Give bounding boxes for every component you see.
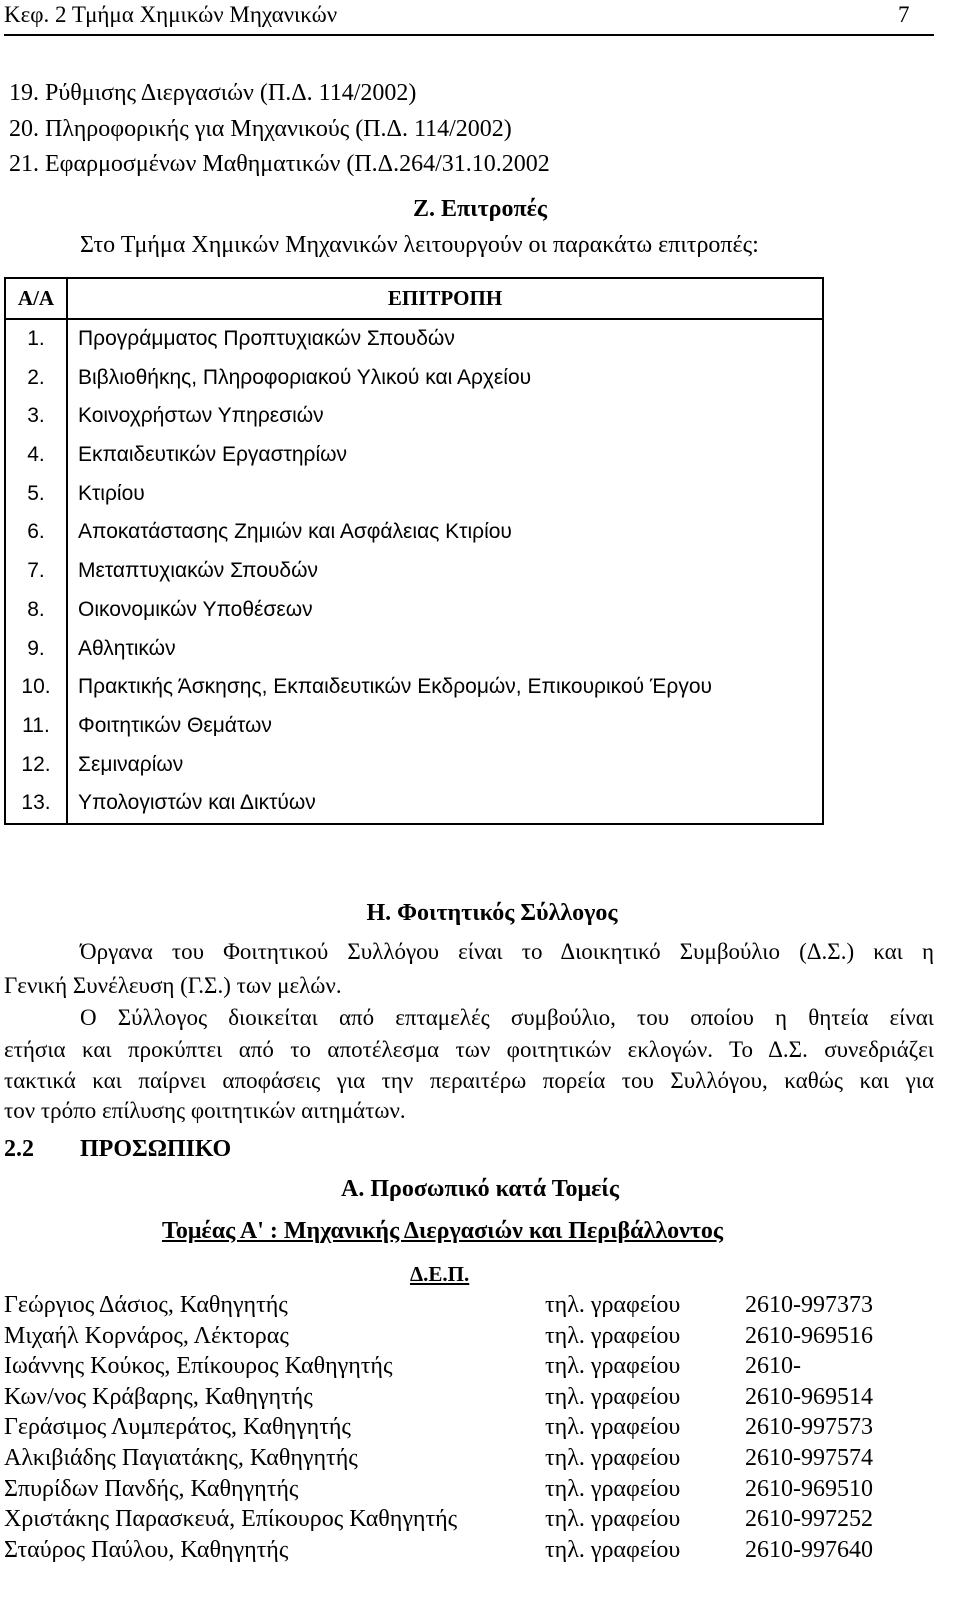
committee-name: Μεταπτυχιακών Σπουδών xyxy=(67,552,823,591)
sector-heading: Τομέας Α' : Μηχανικής Διεργασιών και Περιβάλλοντος xyxy=(162,1218,724,1244)
committees-intro: Στο Τμήμα Χημικών Μηχανικών λειτουργούν οι παρακάτω επιτροπές: xyxy=(80,232,759,258)
staff-name: Γεώργιος Δάσιος, Καθηγητής xyxy=(4,1292,288,1318)
lab-item-20: 20. Πληροφορικής για Μηχανικούς (Π.Δ. 114/2002) xyxy=(9,116,512,142)
staff-phone-label: τηλ. γραφείου xyxy=(545,1506,681,1533)
staff-name: Γεράσιμος Λυμπεράτος, Καθηγητής xyxy=(4,1414,351,1441)
table-row xyxy=(5,707,823,746)
committee-number: 1. xyxy=(5,319,67,359)
association-p1-line1: Όργανα του Φοιτητικού Συλλόγου είναι το Διοικητικό Συμβούλιο (Δ.Σ.) και η xyxy=(80,939,934,964)
committee-name: Βιβλιοθήκης, Πληροφοριακού Υλικού και Αρχείου xyxy=(67,358,823,397)
staff-phone-label: τηλ. γραφείου xyxy=(545,1322,681,1349)
table-row xyxy=(5,784,823,824)
committee-name: Υπολογιστών και Δικτύων xyxy=(67,784,823,824)
committee-number: 3. xyxy=(5,397,67,436)
table-row xyxy=(5,397,823,436)
staff-phone-label: τηλ. γραφείου xyxy=(545,1292,681,1318)
section-number: 2.2 xyxy=(4,1136,34,1162)
table-header-row xyxy=(5,278,823,319)
committee-name: Πρακτικής Άσκησης, Εκπαιδευτικών Εκδρομών, Επικουρικού Έργου xyxy=(67,668,823,707)
staff-phone: 2610-997373 xyxy=(745,1292,873,1318)
chapter-header: Κεφ. 2 Τμήμα Χημικών Μηχανικών xyxy=(4,2,338,27)
committee-number: 8. xyxy=(5,591,67,630)
staff-row xyxy=(0,1353,960,1383)
table-row xyxy=(5,591,823,630)
committee-number: 10. xyxy=(5,668,67,707)
committee-number: 5. xyxy=(5,474,67,513)
staff-phone: 2610-969510 xyxy=(745,1475,873,1502)
staff-phone-label: τηλ. γραφείου xyxy=(545,1475,681,1502)
association-p2-line4: τον τρόπο επίλυσης φοιτητικών αιτημάτων. xyxy=(4,1098,406,1123)
staff-phone-label: τηλ. γραφείου xyxy=(545,1414,681,1441)
committees-heading: Ζ. Επιτροπές xyxy=(412,196,548,222)
table-row xyxy=(5,474,823,513)
committee-name: Εκπαιδευτικών Εργαστηρίων xyxy=(67,436,823,475)
staff-phone-label: τηλ. γραφείου xyxy=(545,1383,681,1410)
staff-phone-label: τηλ. γραφείου xyxy=(545,1445,681,1471)
lab-item-21: 21. Εφαρμοσμένων Μαθηματικών (Π.Δ.264/31.10.2002 xyxy=(9,151,550,177)
committee-name: Κτιρίου xyxy=(67,474,823,513)
committees-table xyxy=(4,277,824,825)
staff-row xyxy=(0,1445,960,1475)
association-heading: Η. Φοιτητικός Σύλλογος xyxy=(366,900,618,926)
association-p2-line2: ετήσια και προκύπτει από το αποτέλεσμα των φοιτητικών εκλογών. Το Δ.Σ. συνεδριάζει xyxy=(4,1037,934,1062)
staff-name: Κων/νος Κράβαρης, Καθηγητής xyxy=(4,1383,313,1410)
staff-phone-label: τηλ. γραφείου xyxy=(545,1353,681,1380)
staff-phone: 2610-997640 xyxy=(745,1536,873,1563)
association-p2-line3: τακτικά και παίρνει αποφάσεις για την περαιτέρω πορεία του Συλλόγου, καθώς και για xyxy=(4,1068,934,1093)
staff-name: Σταύρος Παύλου, Καθηγητής xyxy=(4,1536,289,1563)
staff-row xyxy=(0,1384,960,1414)
staff-row xyxy=(0,1292,960,1322)
table-row xyxy=(5,629,823,668)
group-heading: Δ.Ε.Π. xyxy=(410,1262,470,1286)
page-number: 7 xyxy=(898,2,910,27)
committee-name: Αποκατάστασης Ζημιών και Ασφάλειας Κτιρίου xyxy=(67,513,823,552)
committee-number: 6. xyxy=(5,513,67,552)
staff-name: Χριστάκης Παρασκευά, Επίκουρος Καθηγητής xyxy=(4,1506,458,1533)
table-row xyxy=(5,513,823,552)
committee-number: 11. xyxy=(5,707,67,746)
staff-phone: 2610-997573 xyxy=(745,1414,873,1441)
table-row xyxy=(5,319,823,359)
association-p2-line1: Ο Σύλλογος διοικείται από επταμελές συμβούλιο, του οποίου η θητεία είναι xyxy=(80,1005,934,1030)
table-row xyxy=(5,745,823,784)
committee-name: Οικονομικών Υποθέσεων xyxy=(67,591,823,630)
staff-name: Σπυρίδων Πανδής, Καθηγητής xyxy=(4,1475,299,1502)
committee-name: Φοιτητικών Θεμάτων xyxy=(67,707,823,746)
table-row xyxy=(5,436,823,475)
staff-row xyxy=(0,1476,960,1506)
staff-name: Αλκιβιάδης Παγιατάκης, Καθηγητής xyxy=(4,1445,358,1471)
staff-phone: 2610-969514 xyxy=(745,1383,873,1410)
committee-number: 9. xyxy=(5,629,67,668)
staff-row xyxy=(0,1323,960,1353)
committee-number: 12. xyxy=(5,745,67,784)
lab-item-19: 19. Ρύθμισης Διεργασιών (Π.Δ. 114/2002) xyxy=(9,80,417,106)
staff-phone: 2610-997252 xyxy=(745,1506,873,1533)
header-rule xyxy=(4,34,934,36)
committee-number: 13. xyxy=(5,784,67,824)
committee-name: Αθλητικών xyxy=(67,629,823,668)
section-title: ΠΡΟΣΩΠΙΚΟ xyxy=(80,1136,232,1162)
staff-row xyxy=(0,1537,960,1567)
staff-name: Μιχαήλ Κορνάρος, Λέκτορας xyxy=(4,1322,289,1349)
table-row xyxy=(5,668,823,707)
committee-number: 7. xyxy=(5,552,67,591)
committee-name: Κοινοχρήστων Υπηρεσιών xyxy=(67,397,823,436)
table-row xyxy=(5,358,823,397)
staff-phone: 2610- xyxy=(745,1353,801,1380)
staff-phone: 2610-997574 xyxy=(745,1445,873,1471)
staff-row xyxy=(0,1506,960,1536)
personnel-subheading: Α. Προσωπικό κατά Τομείς xyxy=(341,1176,619,1202)
staff-name: Ιωάννης Κούκος, Επίκουρος Καθηγητής xyxy=(4,1353,393,1380)
table-row xyxy=(5,552,823,591)
staff-row xyxy=(0,1414,960,1444)
committee-number: 2. xyxy=(5,358,67,397)
association-p1-line2: Γενική Συνέλευση (Γ.Σ.) των μελών. xyxy=(4,973,342,998)
col-header-name: ΕΠΙΤΡΟΠΗ xyxy=(67,278,823,319)
committee-name: Προγράμματος Προπτυχιακών Σπουδών xyxy=(67,319,823,359)
col-header-num: Α/Α xyxy=(5,278,67,319)
committee-number: 4. xyxy=(5,436,67,475)
committee-name: Σεμιναρίων xyxy=(67,745,823,784)
staff-phone-label: τηλ. γραφείου xyxy=(545,1536,681,1563)
staff-phone: 2610-969516 xyxy=(745,1322,873,1349)
